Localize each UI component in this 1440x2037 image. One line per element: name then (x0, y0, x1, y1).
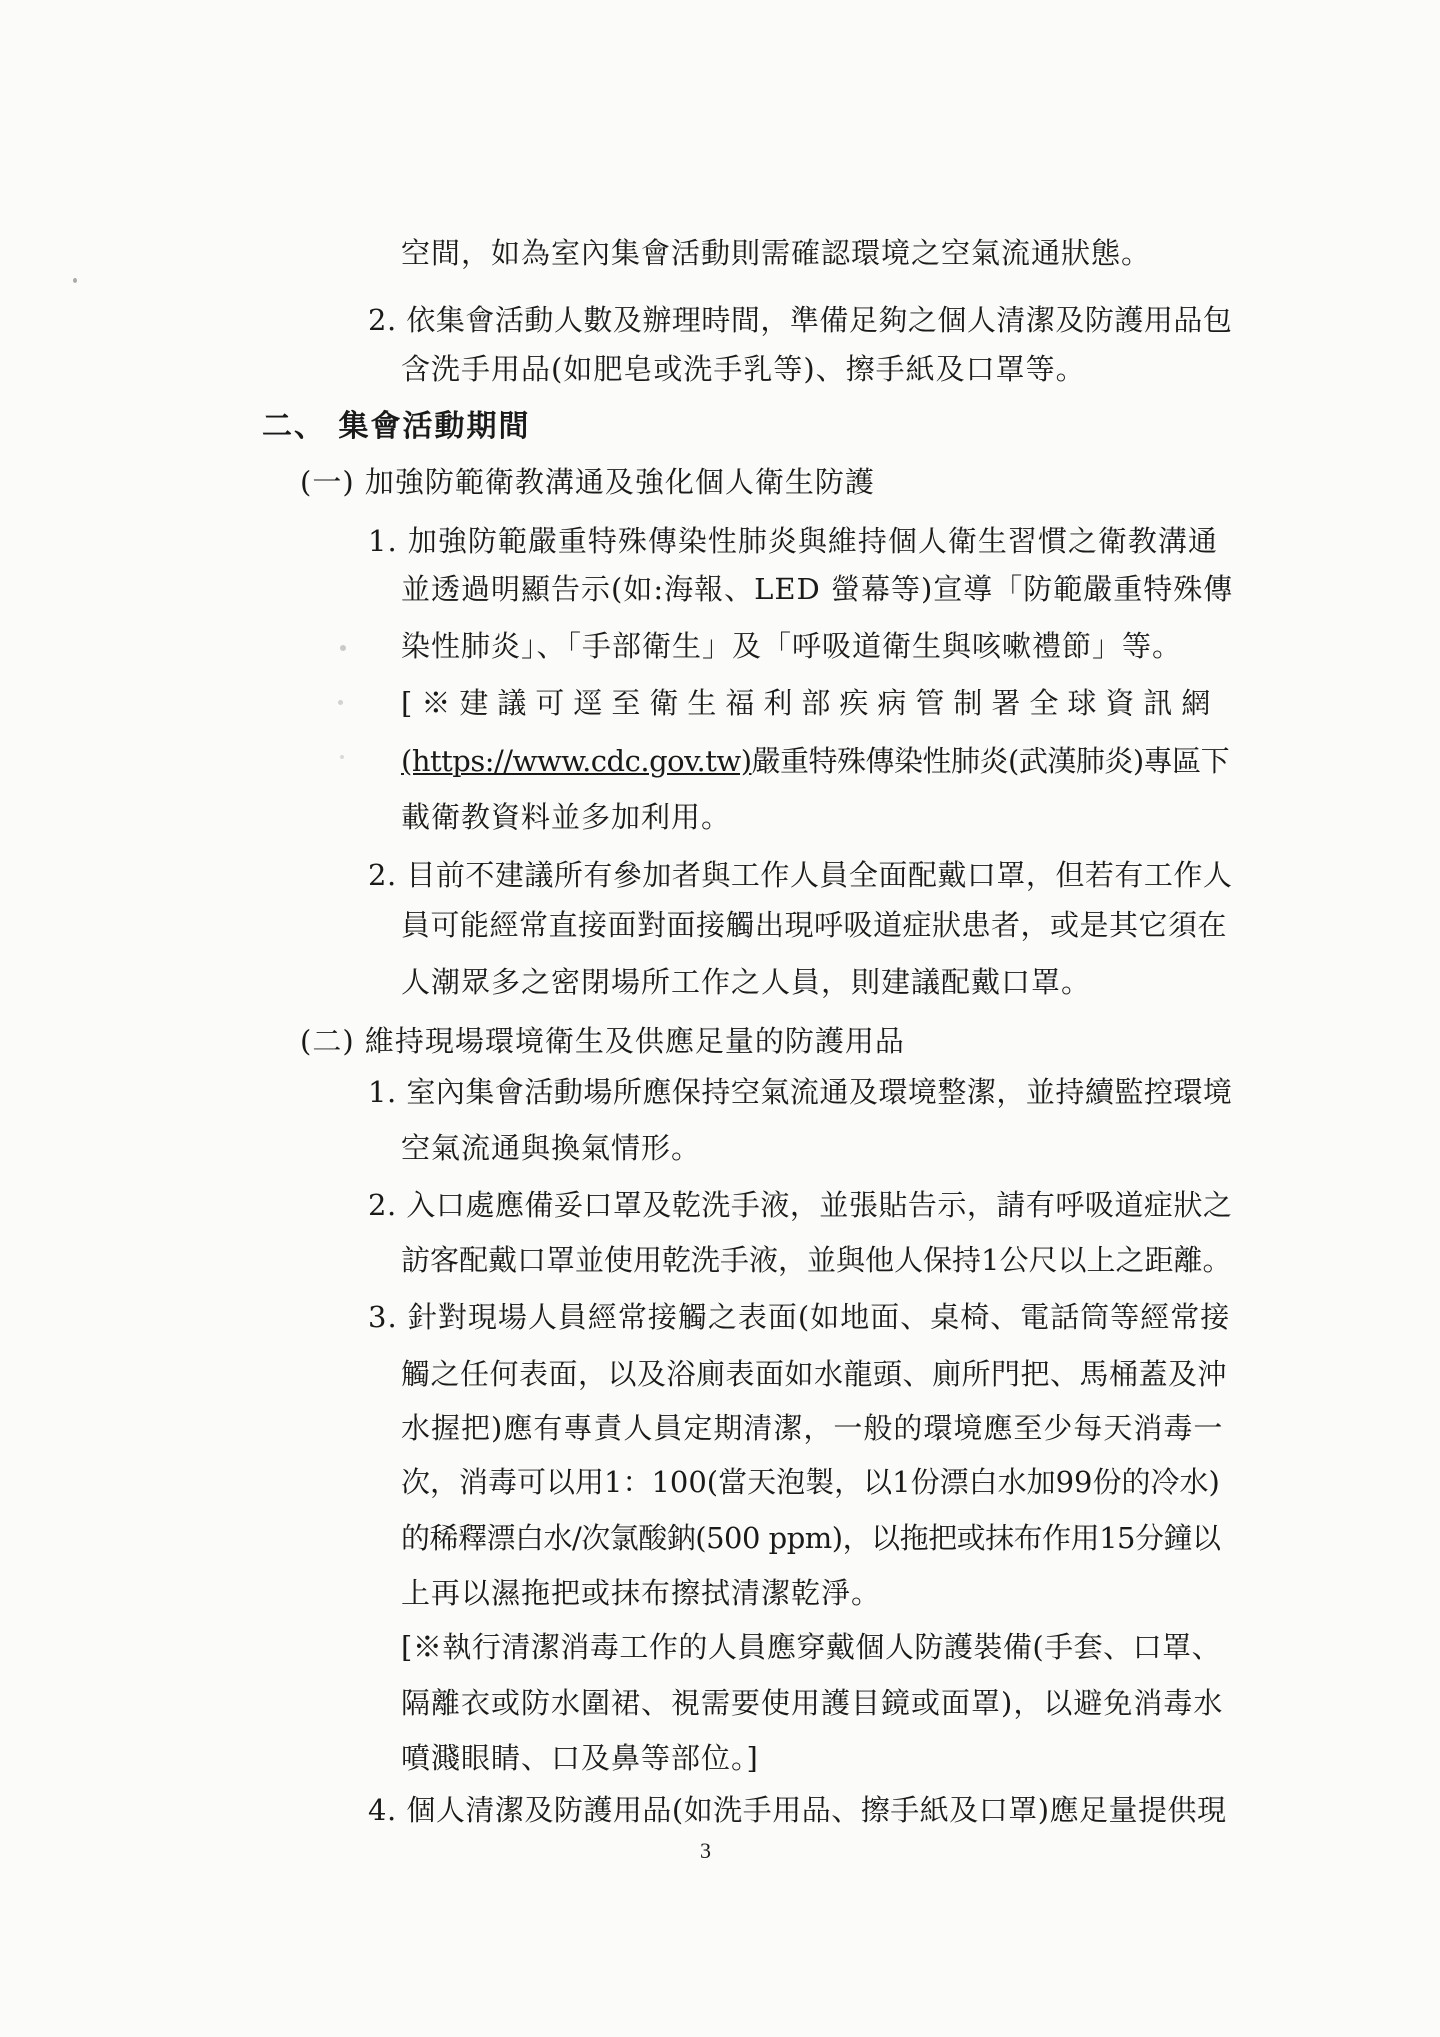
text-line: [※建議可逕至衛生福利部疾病管制署全球資訊網 (401, 686, 1220, 720)
text-line: 隔離衣或防水圍裙、視需要使用護目鏡或面罩)，以避免消毒水 (401, 1686, 1224, 1720)
scan-speck (338, 700, 343, 705)
text-line: 上再以濕拖把或抹布擦拭清潔乾淨。 (401, 1576, 882, 1610)
text-line: 次，消毒可以用1：100(當天泡製，以1份漂白水加99份的冷水) (401, 1465, 1220, 1499)
text-line: 2. 入口處應備妥口罩及乾洗手液，並張貼告示，請有呼吸道症狀之 (368, 1188, 1233, 1222)
text-line: 水握把)應有專責人員定期清潔，一般的環境應至少每天消毒一 (401, 1411, 1224, 1445)
text-line: 載衛教資料並多加利用。 (401, 800, 732, 834)
text-line: 4. 個人清潔及防護用品(如洗手用品、擦手紙及口罩)應足量提供現 (368, 1793, 1227, 1827)
text-line: 1. 室內集會活動場所應保持空氣流通及環境整潔，並持續監控環境 (368, 1075, 1233, 1109)
text-line: 觸之任何表面，以及浴廁表面如水龍頭、廁所門把、馬桶蓋及沖 (401, 1357, 1228, 1391)
section-heading: 二、 集會活動期間 (262, 409, 531, 444)
text-line: 2. 依集會活動人數及辦理時間，準備足夠之個人清潔及防護用品包 (368, 303, 1233, 337)
subsection-heading: (二) 維持現場環境衛生及供應足量的防護用品 (300, 1024, 905, 1058)
text-line: 2. 目前不建議所有參加者與工作人員全面配戴口罩，但若有工作人 (368, 858, 1233, 892)
text-line (401, 741, 1229, 781)
text-line: 的稀釋漂白水/次氯酸鈉(500 ppm)，以拖把或抹布作用15分鐘以 (401, 1521, 1221, 1555)
page-number: 3 (700, 1838, 711, 1863)
text-line: 訪客配戴口罩並使用乾洗手液，並與他人保持1公尺以上之距離。 (401, 1243, 1232, 1277)
text-line: [※執行清潔消毒工作的人員應穿戴個人防護裝備(手套、口罩、 (401, 1630, 1222, 1664)
text-line: 並透過明顯告示(如:海報、LED 螢幕等)宣導「防範嚴重特殊傳 (401, 572, 1234, 606)
website-link[interactable]: (https://www.cdc.gov.tw) (401, 744, 752, 778)
text-line: 含洗手用品(如肥皂或洗手乳等)、擦手紙及口罩等。 (401, 352, 1086, 386)
subsection-heading: (一) 加強防範衛教溝通及強化個人衛生防護 (300, 465, 875, 499)
text-line: 人潮眾多之密閉場所工作之人員，則建議配戴口罩。 (401, 965, 1092, 999)
text-fragment: 嚴重特殊傳染性肺炎(武漢肺炎)專區下 (751, 744, 1230, 778)
text-line: 1. 加強防範嚴重特殊傳染性肺炎與維持個人衛生習慣之衛教溝通 (368, 524, 1218, 558)
text-line: 噴濺眼睛、口及鼻等部位。] (401, 1741, 759, 1775)
text-line: 員可能經常直接面對面接觸出現呼吸道症狀患者，或是其它須在 (401, 908, 1228, 942)
text-line: 空間，如為室內集會活動則需確認環境之空氣流通狀態。 (401, 236, 1152, 270)
text-line: 3. 針對現場人員經常接觸之表面(如地面、桌椅、電話筒等經常接 (368, 1300, 1231, 1334)
text-line: 空氣流通與換氣情形。 (401, 1131, 702, 1165)
scan-speck (340, 645, 346, 651)
scan-speck (73, 278, 77, 283)
text-line: 染性肺炎」、「手部衛生」及「呼吸道衛生與咳嗽禮節」等。 (401, 629, 1183, 663)
scan-speck (340, 755, 344, 759)
